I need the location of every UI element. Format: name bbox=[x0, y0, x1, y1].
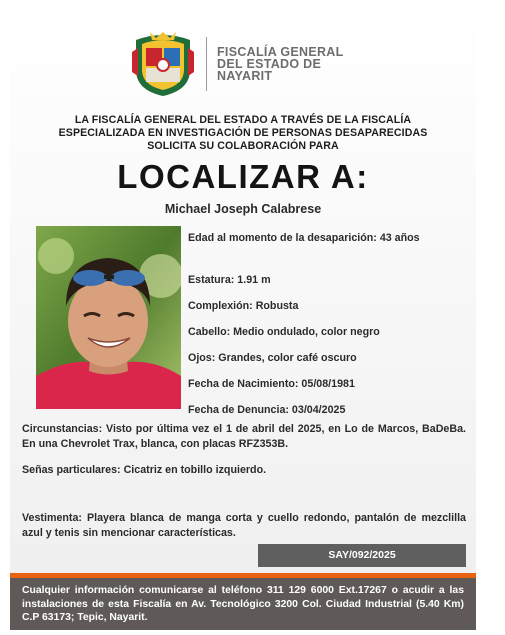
state-seal-icon bbox=[130, 30, 196, 98]
detail-eyes: Ojos: Grandes, color café oscuro bbox=[188, 352, 357, 364]
intro-text bbox=[10, 114, 476, 153]
header-logo bbox=[130, 30, 344, 98]
person-photo bbox=[36, 226, 181, 409]
intro-line-1: LA FISCALÍA GENERAL DEL ESTADO A TRAVÉS DE LA FISCALÍA bbox=[74, 114, 412, 126]
contact-footer: Cualquier información comunicarse al teléfono 311 129 6000 Ext.17267 o acudir a las instalaciones de esta Fiscalía en Av. Tecnológico 3200 Col. Ciudad Industrial (5.40 Km) C.P 63173; Tepic, Nayarit. bbox=[10, 578, 476, 630]
headline: LOCALIZAR A: bbox=[117, 158, 369, 195]
logo-divider bbox=[206, 37, 207, 91]
missing-person-poster bbox=[10, 8, 476, 630]
person-name: Michael Joseph Calabrese bbox=[164, 202, 322, 216]
detail-height: Estatura: 1.91 m bbox=[188, 274, 271, 286]
clothing-text: Vestimenta: Playera blanca de manga corta y cuello redondo, pantalón de mezclilla azul y tenis sin mencionar características. bbox=[22, 512, 466, 539]
org-line-1: FISCALÍA GENERAL bbox=[217, 45, 344, 59]
detail-hair: Cabello: Medio ondulado, color negro bbox=[188, 326, 380, 338]
organization-name bbox=[217, 46, 344, 82]
distinctive-marks-text: Señas particulares: Cicatriz en tobillo izquierdo. bbox=[22, 464, 267, 476]
detail-age: Edad al momento de la desaparición: 43 años bbox=[188, 232, 420, 244]
org-line-2: DEL ESTADO DE bbox=[217, 57, 322, 71]
intro-line-2: ESPECIALIZADA EN INVESTIGACIÓN DE PERSONAS DESAPARECIDAS bbox=[58, 127, 428, 139]
circumstances-text: Circunstancias: Visto por última vez el 1 de abril del 2025, en Lo de Marcos, BaDeBa. En una Chevrolet Trax, blanca, con placas RFZ353B. bbox=[22, 423, 466, 450]
org-line-3: NAYARIT bbox=[217, 69, 273, 83]
detail-build: Complexión: Robusta bbox=[188, 300, 299, 312]
intro-line-3: SOLICITA SU COLABORACIÓN PARA bbox=[147, 140, 339, 152]
detail-birth-date: Fecha de Nacimiento: 05/08/1981 bbox=[188, 378, 355, 390]
detail-report-date: Fecha de Denuncia: 03/04/2025 bbox=[188, 404, 346, 416]
case-code-badge: SAY/092/2025 bbox=[258, 544, 466, 567]
